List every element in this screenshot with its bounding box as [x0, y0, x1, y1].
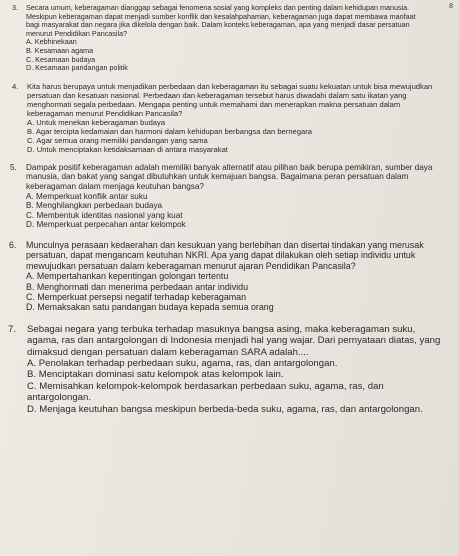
option-c[interactable]: C. Memperkuat persepsi negatif terhadap keberagaman	[26, 291, 247, 302]
question-stem: Munculnya perasaan kedaerahan dan kesukuan yang berlebihan dan disertai tindakan yang merusak persatuan, dapat mengancam keutuhan NKRI. Apa yang dapat dilakukan oleh setiap individu untuk mewujudkan persatuan dalam keberagaman menurut ajaran Pendidikan Pancasila?	[26, 239, 424, 271]
question-stem: Dampak positif keberagaman adalah memiliki banyak alternatif atau pilihan baik berupa pemikiran, sumber daya manusia, dan bakat yang sangat dibutuhkan untuk kemajuan bangsa. Bagaimana peran persatuan dalam keberagaman dalam menjaga keutuhan bangsa?	[26, 162, 433, 191]
page-corner-mark: 8	[449, 3, 453, 10]
question-stem: Secara umum, keberagaman dianggap sebagai fenomena sosial yang kompleks dan penting dalam kehidupan manusia. Meskipun keberagaman dapat menjadi sumber konflik dan kesalahpahaman, keberagaman juga dapat membawa manfaat bagi masyarakat dan negara jika dikelola dengan baik. Dalam konteks keberagaman, apa yang menjadi dasar persatuan menurut Pendidikan Pancasila?	[26, 3, 416, 38]
question-4	[6, 82, 453, 154]
question-stem: Sebagai negara yang terbuka terhadap masuknya bangsa asing, maka keberagaman suku, agama, ras dan antargolongan di Indonesia menjadi hal yang wajar. Dari pernyataan diatas, yang dimaksud dengan persatuan dalam keberagaman SARA adalah....	[27, 323, 441, 358]
option-c[interactable]: C. Kesamaan budaya	[26, 54, 96, 64]
option-d[interactable]: D. Kesamaan pandangan politik	[26, 63, 128, 73]
question-number: 6.	[9, 239, 17, 250]
question-number: 7.	[8, 323, 17, 335]
option-b[interactable]: B. Kesamaan agama	[26, 45, 94, 55]
option-d[interactable]: D. Menjaga keutuhan bangsa meskipun berbeda-beda suku, agama, ras, dan antargolongan.	[27, 403, 423, 415]
question-stem: Kita harus berupaya untuk menjadikan perbedaan dan keberagaman itu sebagai suatu kekuatan untuk bisa mewujudkan persatuan dan kesatuan nasional. Perbedaan dan keberagaman tersebut harus diwadahi dalam satu ikatan yang menghormati segala perbedaan. Mengapa penting untuk memahami dan menerapkan makna persatuan dalam keberagaman menurut Pendidikan Pancasila?	[27, 81, 433, 118]
option-list	[26, 271, 445, 313]
option-b[interactable]: B. Menghormati dan menerima perbedaan antar individu	[26, 281, 249, 292]
question-number: 3.	[12, 3, 18, 12]
option-a[interactable]: A. Memperkuat konflik antar suku	[26, 191, 148, 201]
question-number: 5.	[10, 162, 17, 172]
option-list	[26, 38, 431, 72]
question-5	[6, 163, 453, 230]
option-list	[26, 192, 441, 230]
option-list	[27, 358, 449, 415]
option-c[interactable]: C. Membentuk identitas nasional yang kuat	[26, 210, 183, 220]
option-d[interactable]: D. Memperkuat perpecahan antar kelompok	[26, 220, 186, 230]
question-3	[6, 4, 453, 73]
option-b[interactable]: B. Menciptakan dominasi satu kelompok atas kelompok lain.	[27, 369, 284, 381]
option-c[interactable]: C. Agar semua orang memiliki pandangan yang sama	[27, 135, 208, 145]
option-a[interactable]: A. Penolakan terhadap perbedaan suku, agama, ras, dan antargolongan.	[27, 357, 338, 369]
option-a[interactable]: A. Kebhinekaan	[26, 37, 77, 47]
option-b[interactable]: B. Menghilangkan perbedaan budaya	[26, 201, 163, 211]
option-a[interactable]: A. Mempertahankan kepentingan golongan tertentu	[26, 271, 229, 282]
option-d[interactable]: D. Memaksakan satu pandangan budaya kepada semua orang	[26, 302, 274, 313]
option-c[interactable]: C. Memisahkan kelompok-kelompok berdasarkan perbedaan suku, agama, ras, dan antargolongan.	[27, 380, 384, 404]
question-7	[6, 324, 453, 415]
question-6	[6, 240, 453, 313]
option-d[interactable]: D. Untuk menciptakan ketidaksamaan di antara masyarakat	[27, 144, 228, 154]
option-a[interactable]: A. Untuk menekan keberagaman budaya	[27, 117, 166, 127]
question-number: 4.	[12, 81, 19, 91]
option-list	[27, 118, 437, 154]
option-b[interactable]: B. Agar tercipta kedamaian dan harmoni dalam kehidupan berbangsa dan bernegara	[27, 126, 312, 136]
